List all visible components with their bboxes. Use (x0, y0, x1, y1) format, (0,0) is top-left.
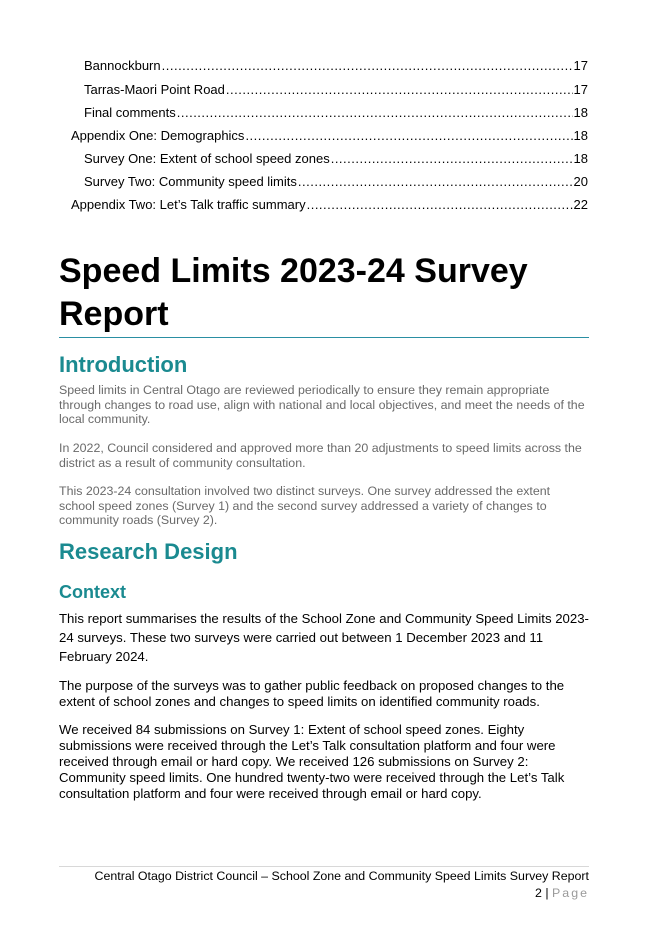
toc-entry-page: 18 (573, 151, 588, 166)
toc-entry-label: Survey Two: Community speed limits (84, 174, 297, 189)
toc-entry-label: Appendix Two: Let’s Talk traffic summary (71, 197, 306, 212)
toc-leader-dots (307, 197, 573, 213)
introduction-paragraph-3: This 2023-24 consultation involved two distinct surveys. One survey addressed the extent school speed zones (Survey 1) and the second survey addressed a variety of changes to community roads (Survey 2). (59, 484, 551, 528)
toc-leader-dots (226, 82, 573, 98)
introduction-paragraph-1: Speed limits in Central Otago are reviewed periodically to ensure they remain appropriate through changes to road use, align with national and local objectives, and meet the needs of the local community. (59, 383, 585, 427)
toc-leader-dots (162, 58, 573, 74)
introduction-paragraph-2: In 2022, Council considered and approved more than 20 adjustments to speed limits across the district as a result of community consultation. (59, 441, 582, 470)
toc-entry-tarras-maori-point-road[interactable] (84, 82, 588, 98)
context-heading: Context (59, 582, 126, 602)
toc-entry-page: 20 (573, 174, 588, 189)
document-title-line-2: Report (59, 295, 169, 333)
toc-entry-appendix-one[interactable] (71, 128, 588, 144)
toc-entry-page: 18 (573, 128, 588, 143)
page-number-value: 2 (535, 886, 542, 900)
document-title (59, 250, 599, 336)
context-paragraph-1: This report summarises the results of the School Zone and Community Speed Limits 2023-24 surveys. These two surveys were carried out between 1 December 2023 and 11 February 2024. (59, 611, 589, 664)
title-divider (59, 337, 589, 338)
toc-entry-appendix-two[interactable] (71, 197, 588, 213)
page-label: Page (552, 886, 589, 900)
toc-leader-dots (331, 151, 573, 167)
context-paragraph-3: We received 84 submissions on Survey 1: Extent of school speed zones. Eighty submissions were received through the Let’s Talk consultation platform and four were received through email or hard copy. We received 126 submissions on Survey 2: Community speed limits. One hundred twenty-two were received through the Let’s Talk consultation platform and four were received through email or hard copy. (59, 722, 565, 801)
toc-entry-label: Tarras-Maori Point Road (84, 82, 225, 97)
toc-entry-page: 18 (573, 105, 588, 120)
page-number (59, 886, 589, 901)
toc-entry-label: Final comments (84, 105, 176, 120)
toc-entry-label: Bannockburn (84, 58, 161, 73)
page-number-separator: | (545, 886, 549, 900)
toc-leader-dots (245, 128, 572, 144)
context-paragraph-2: The purpose of the surveys was to gather public feedback on proposed changes to the extent of school zones and changes to speed limits on identified community roads. (59, 678, 565, 709)
footer-text: Central Otago District Council – School Zone and Community Speed Limits Survey Report (94, 869, 589, 883)
research-design-heading: Research Design (59, 539, 238, 564)
toc-entry-page: 17 (573, 82, 588, 97)
toc-entry-label: Appendix One: Demographics (71, 128, 245, 143)
toc-leader-dots (298, 174, 573, 190)
toc-entry-page: 22 (573, 197, 588, 212)
toc-entry-final-comments[interactable] (84, 105, 588, 121)
toc-entry-survey-one[interactable] (84, 151, 588, 167)
footer-divider (59, 866, 589, 867)
introduction-heading: Introduction (59, 352, 188, 377)
toc-entry-page: 17 (573, 58, 588, 73)
toc-entry-bannockburn[interactable] (84, 58, 588, 74)
toc-entry-label: Survey One: Extent of school speed zones (84, 151, 330, 166)
document-title-line-1: Speed Limits 2023-24 Survey (59, 252, 528, 290)
toc-leader-dots (177, 105, 573, 121)
toc-entry-survey-two[interactable] (84, 174, 588, 190)
